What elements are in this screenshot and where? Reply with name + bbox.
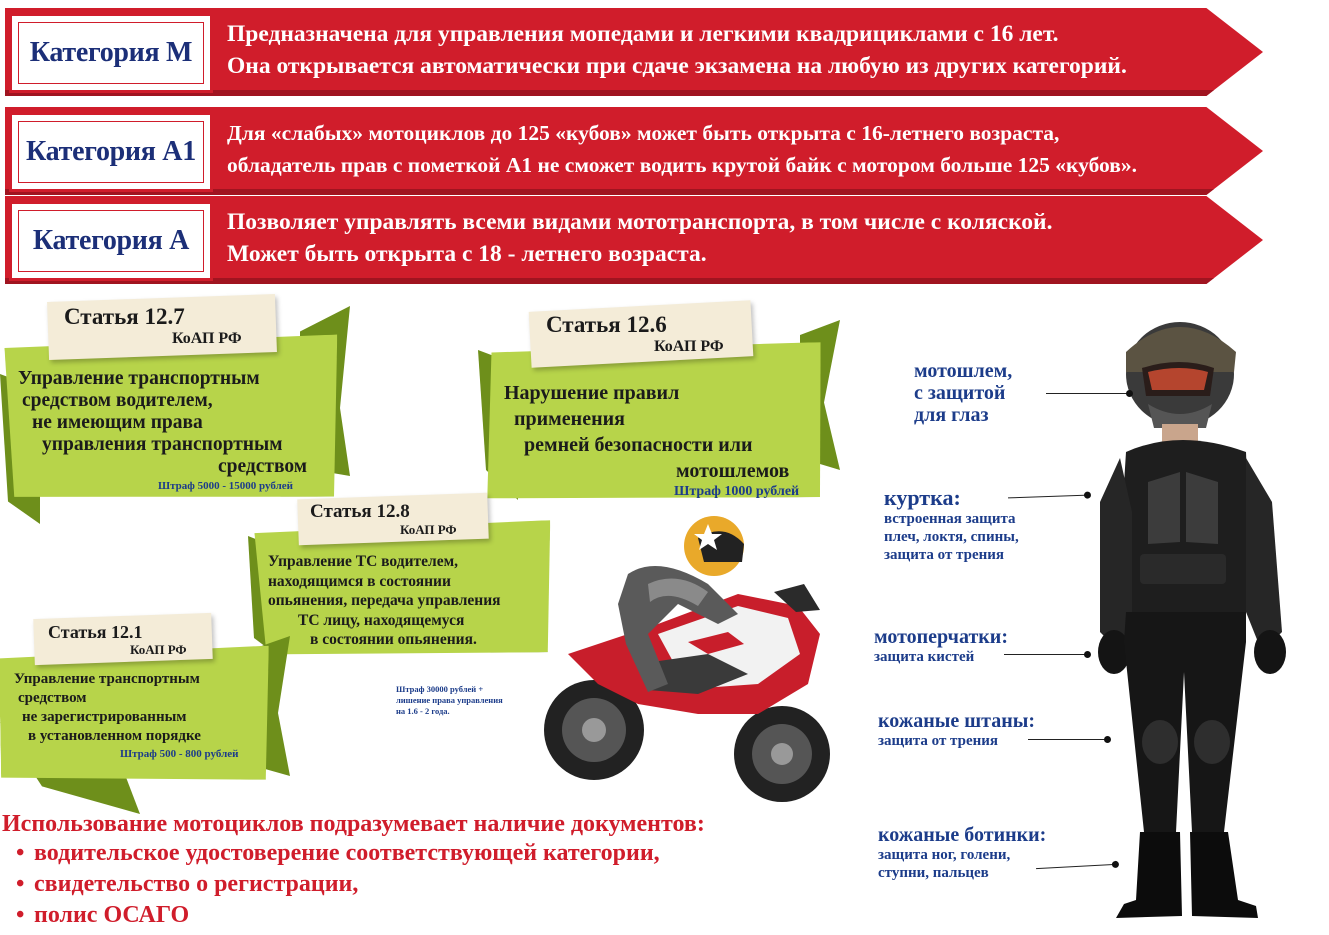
gear-title: кожаные штаны: <box>878 710 1036 732</box>
fine-amount <box>396 684 503 717</box>
article-number: Статья 12.8 <box>310 501 410 522</box>
category-description <box>227 18 1127 82</box>
article-description <box>268 552 501 650</box>
fine-line: лишение права управления <box>396 695 503 705</box>
koap-label: КоАП РФ <box>400 522 457 537</box>
gear-subtitle <box>884 510 1019 564</box>
motorcyclist-in-protective-gear-photo <box>1096 312 1306 924</box>
category-description <box>227 206 1052 270</box>
fine-amount: Штраф 5000 - 15000 рублей <box>158 480 293 492</box>
article-number: Статья 12.7 <box>64 304 185 329</box>
article-12-6-ribbon <box>478 300 840 510</box>
gear-subtitle-line: ступни, пальцев <box>878 865 989 881</box>
article-line: находящимся в состоянии <box>268 572 451 590</box>
gear-subtitle <box>878 732 1035 750</box>
article-line: управления транспортным <box>42 434 283 455</box>
category-description-line: Может быть открыта с 18 - летнего возраста. <box>227 241 707 267</box>
helmet-label <box>914 360 1012 426</box>
documents-list <box>16 838 705 931</box>
gear-title: куртка: <box>884 485 961 510</box>
gloves-pointer-line <box>1004 654 1088 655</box>
category-description-line: обладатель прав с пометкой А1 не сможет водить крутой байк с мотором больше 125 «кубов». <box>227 153 1137 177</box>
article-line: Управление ТС водителем, <box>268 553 459 570</box>
armored-jacket-icon <box>1116 440 1252 612</box>
category-title-box <box>9 201 213 281</box>
leather-boots-icon <box>1190 832 1258 918</box>
koap-label: КоАП РФ <box>654 338 724 355</box>
list-item: • полис ОСАГО <box>16 900 705 931</box>
gear-title-line: мотошлем, <box>914 360 1013 382</box>
pants-pointer-line <box>1028 739 1108 740</box>
article-line: Нарушение правил <box>504 382 680 404</box>
category-description-line: Она открывается автоматически при сдаче экзамена на любую из других категорий. <box>227 53 1127 79</box>
article-line: ремней безопасности или <box>524 434 753 456</box>
category-description-line: Позволяет управлять всеми видами мототранспорта, в том числе с коляской. <box>227 209 1053 235</box>
gear-subtitle-line: защита ног, голени, <box>878 847 1011 863</box>
gear-subtitle-line: защита кистей <box>874 649 975 665</box>
article-12-8-ribbon <box>248 496 558 666</box>
article-12-1-ribbon <box>0 612 290 812</box>
category-title-box <box>9 13 213 93</box>
jacket-label <box>884 486 1019 564</box>
pants-label <box>878 710 1035 750</box>
article-12-7-ribbon <box>0 296 350 516</box>
article-number: Статья 12.1 <box>48 622 143 642</box>
article-description <box>14 670 201 746</box>
gear-subtitle <box>874 648 1008 666</box>
helmet-pointer-line <box>1046 393 1130 394</box>
article-line: средством водителем, <box>22 390 213 411</box>
list-item: • водительское удостоверение соответствующей категории, <box>16 838 705 869</box>
article-line: в состоянии опьянения. <box>310 631 477 648</box>
gear-title: кожаные ботинки: <box>878 824 1047 846</box>
category-description-line: Для «слабых» мотоциклов до 125 «кубов» может быть открыта с 16-летнего возраста, <box>227 121 1060 145</box>
gear-subtitle-line: плеч, локтя, спины, <box>884 529 1019 545</box>
gear-title: мотоперчатки: <box>874 626 1008 648</box>
documents-title: Использование мотоциклов подразумевает наличие документов: <box>2 811 705 837</box>
article-line: в установленном порядке <box>28 728 201 744</box>
article-description <box>18 368 307 478</box>
article-line: мотошлемов <box>676 460 790 482</box>
category-m-banner <box>5 8 1263 96</box>
category-description-line: Предназначена для управления мопедами и легкими квадрициклами с 16 лет. <box>227 21 1059 47</box>
article-line: Управление транспортным <box>14 671 200 687</box>
jacket-pointer-line <box>1008 495 1088 499</box>
article-line: опьянения, передача управления <box>268 592 501 609</box>
category-title: Категория А <box>32 225 190 256</box>
fine-amount: Штраф 1000 рублей <box>674 484 800 499</box>
article-description <box>504 380 789 484</box>
fine-amount: Штраф 500 - 800 рублей <box>120 748 239 760</box>
glove-icon <box>1254 630 1286 674</box>
boots-label <box>878 824 1046 882</box>
gear-subtitle-line: встроенная защита <box>884 511 1016 527</box>
koap-label: КоАП РФ <box>130 642 187 657</box>
article-line: не имеющим права <box>32 412 203 433</box>
motorcycle-rider-illustration <box>538 514 838 814</box>
category-description <box>227 117 1137 181</box>
article-line: применения <box>514 408 625 430</box>
documents-section <box>2 810 705 931</box>
gloves-label <box>874 626 1008 666</box>
leather-pants-icon <box>1124 612 1246 832</box>
koap-label: КоАП РФ <box>172 330 242 347</box>
category-title: Категория А1 <box>26 136 196 167</box>
leather-boots-icon <box>1116 832 1182 918</box>
category-title-box <box>9 112 213 192</box>
article-line: не зарегистрированным <box>22 709 187 725</box>
gear-title-line: для глаз <box>914 404 989 426</box>
fine-line: на 1.6 - 2 года. <box>396 706 450 716</box>
gear-subtitle-line: защита от трения <box>878 733 999 749</box>
article-number: Статья 12.6 <box>546 312 667 337</box>
fine-line: Штраф 30000 рублей + <box>396 684 484 694</box>
category-title: Категория М <box>29 37 193 68</box>
article-line: средством <box>18 690 87 706</box>
gear-subtitle-line: защита от трения <box>884 547 1005 563</box>
article-line: средством <box>218 456 308 477</box>
category-a1-banner <box>5 107 1263 195</box>
list-item: • свидетельство о регистрации, <box>16 869 705 900</box>
article-line: Управление транспортным <box>18 368 260 389</box>
category-a-banner <box>5 196 1263 284</box>
gear-title-line: с защитой <box>914 382 1006 404</box>
gear-subtitle <box>878 846 1046 882</box>
article-line: ТС лицу, находящемуся <box>298 611 465 629</box>
